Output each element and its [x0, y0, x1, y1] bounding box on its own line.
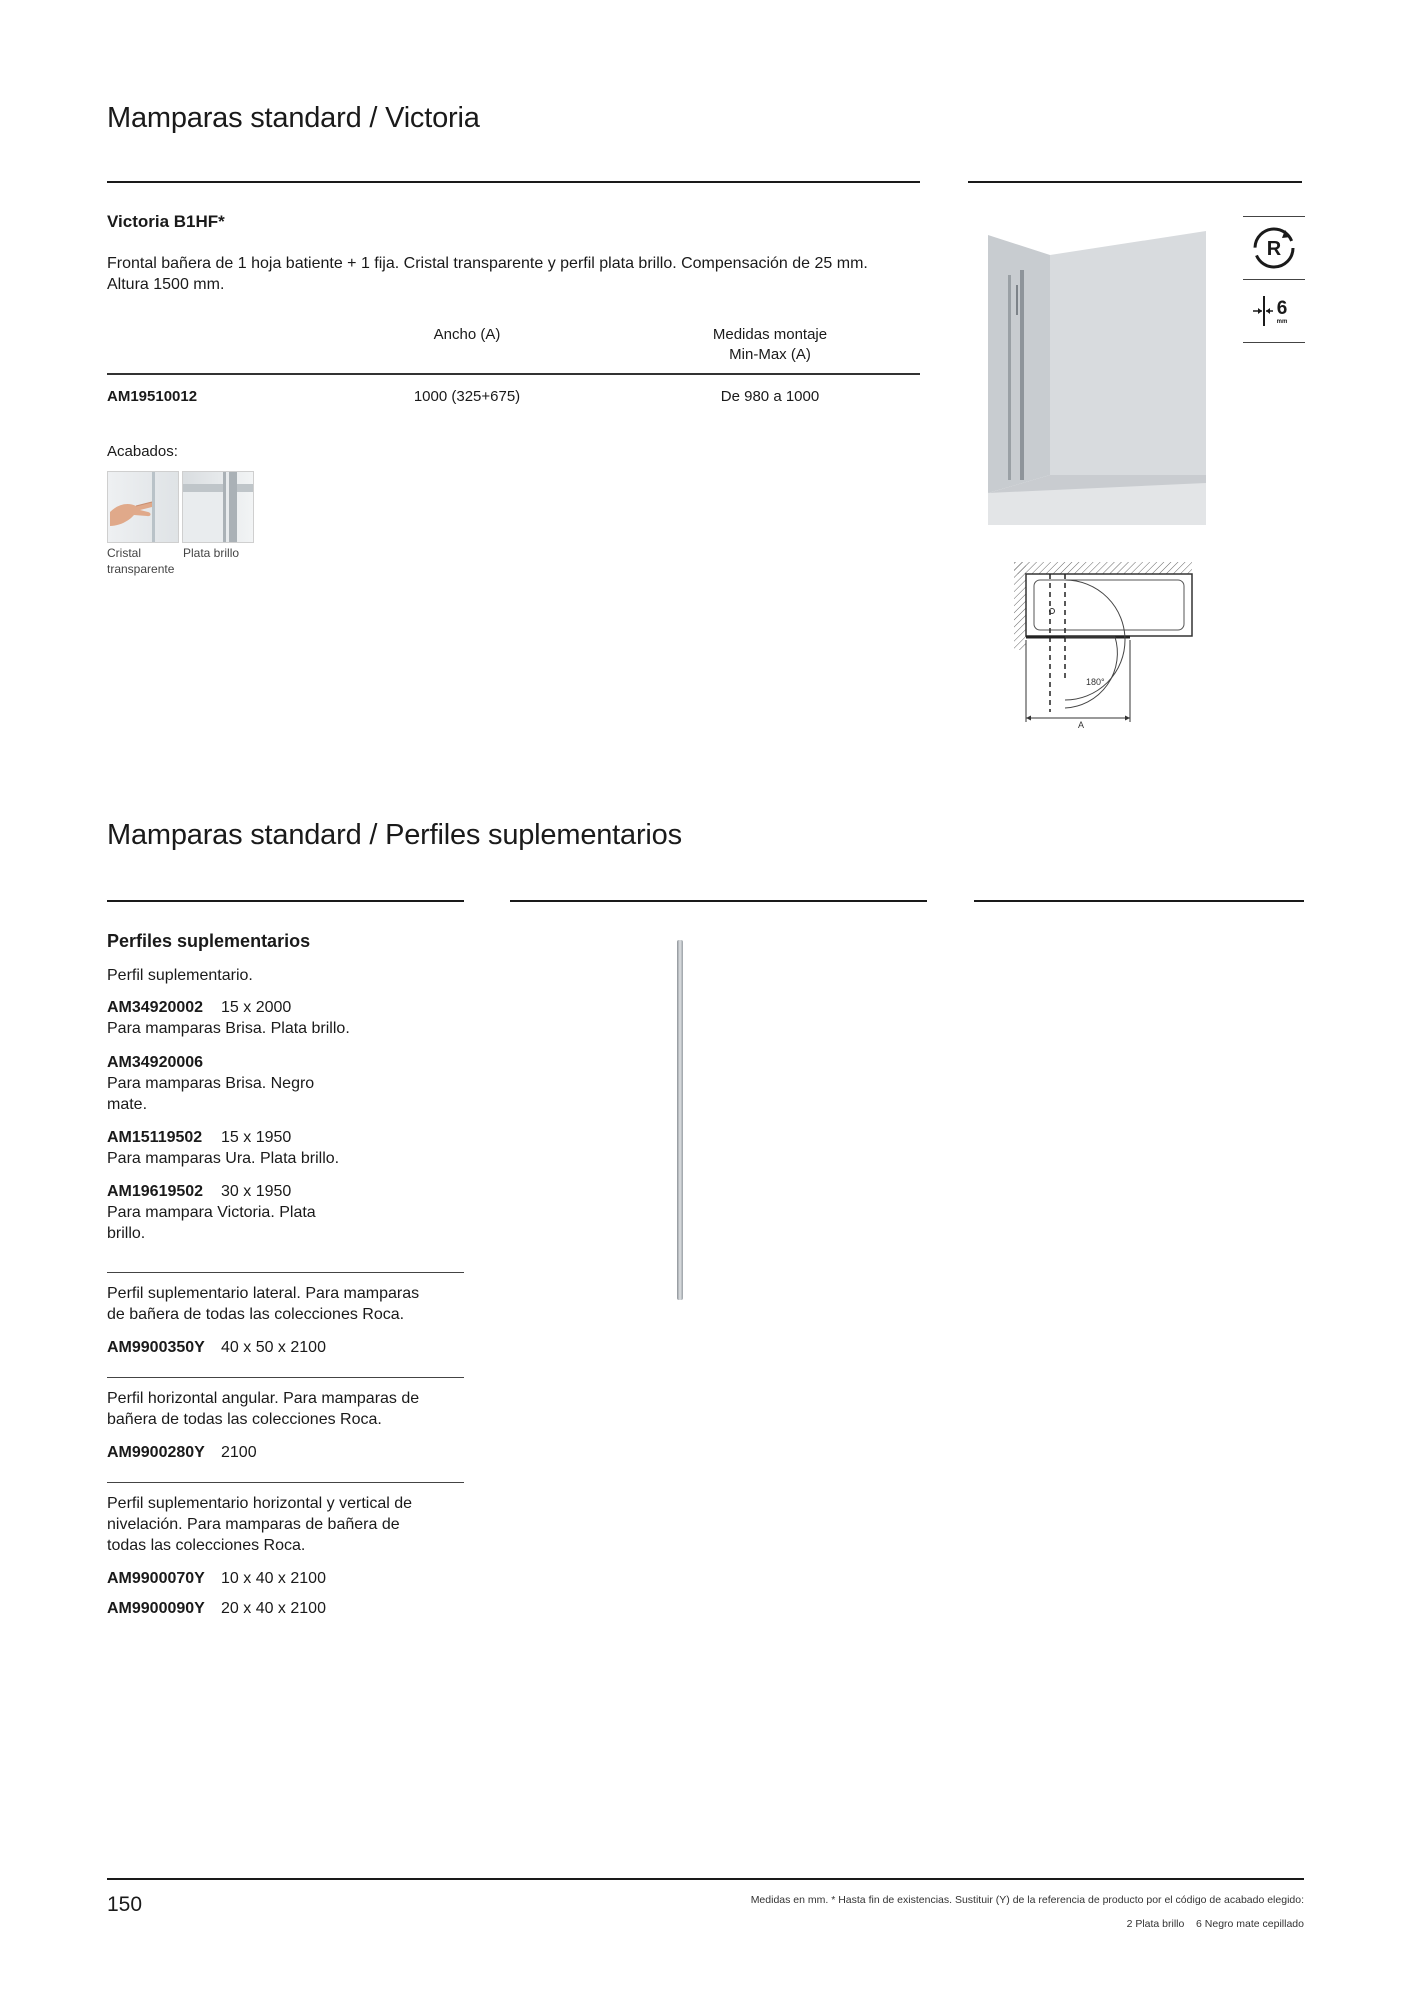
technical-drawing: [1010, 560, 1202, 730]
footer-rule: [107, 1878, 1304, 1880]
glass-thickness-icon: [1243, 280, 1305, 342]
table-header-rule: [107, 373, 920, 375]
finish-swatch-silver: [182, 471, 254, 543]
table-header-width: Ancho (A): [433, 326, 501, 343]
reversible-icon: [1243, 217, 1305, 279]
group-lateral: Perfil suplementario lateral. Para mamparas de bañera de todas las colecciones Roca. AM9900350Y 40 x 50 x 2100: [107, 1285, 420, 1356]
svg-text:6: 6: [1276, 298, 1288, 319]
page-number: 150: [107, 1893, 143, 1916]
product-description: Frontal bañera de 1 hoja batiente + 1 fija. Cristal transparente y perfil plata brillo. Compensación de 25 mm. Altura 1500 mm.: [107, 255, 868, 293]
group-divider: [107, 1272, 464, 1273]
finish-swatch-glass: [107, 471, 179, 543]
finish-label-glass: Cristal transparente: [107, 546, 175, 576]
icon-rule-bottom: [1243, 342, 1305, 343]
footer-note: Medidas en mm. * Hasta fin de existencias. Sustituir (Y) de la referencia de producto por el código de acabado elegido:: [750, 1894, 1304, 1906]
group-angular: Perfil horizontal angular. Para mamparas de bañera de todas las colecciones Roca. AM9900280Y 2100: [107, 1390, 420, 1461]
hand-icon: [108, 472, 178, 542]
page-title-victoria: Mamparas standard / Victoria: [107, 102, 480, 134]
divider-col-2: [510, 900, 927, 902]
section-intro: Perfil suplementario.: [107, 967, 253, 984]
table-cell-mount: De 980 a 1000: [720, 388, 820, 405]
divider-col-3: [974, 900, 1304, 902]
svg-text:R: R: [1266, 238, 1282, 260]
list-item: AM34920006 Para mamparas Brisa. Negro mate.: [107, 1054, 315, 1113]
finish-label-silver: Plata brillo: [183, 546, 240, 560]
list-item: AM15119502 15 x 1950 Para mamparas Ura. Plata brillo.: [107, 1129, 340, 1167]
list-item: AM34920002 15 x 2000 Para mamparas Brisa. Plata brillo.: [107, 999, 350, 1037]
footer-finish-codes: 2 Plata brillo 6 Negro mate cepillado: [1126, 1918, 1304, 1930]
group-divider: [107, 1482, 464, 1483]
finishes-label: Acabados:: [107, 443, 178, 460]
list-item: AM19619502 30 x 1950 Para mampara Victoria. Plata brillo.: [107, 1183, 316, 1242]
profile-icon: [183, 472, 253, 542]
drawing-dimension-label: A: [1078, 720, 1085, 730]
table-cell-code: AM19510012: [107, 388, 198, 405]
profile-bar-image: [677, 940, 683, 1300]
product-title: Victoria B1HF*: [107, 212, 225, 231]
section-title: Perfiles suplementarios: [107, 931, 311, 951]
table-header-mount: Medidas montaje Min-Max (A): [712, 326, 828, 363]
divider-right: [968, 181, 1302, 183]
table-cell-width: 1000 (325+675): [413, 388, 521, 405]
product-photo: [980, 225, 1212, 535]
svg-text:mm: mm: [1276, 319, 1288, 325]
divider-col-1: [107, 900, 464, 902]
divider-left: [107, 181, 920, 183]
group-divider: [107, 1377, 464, 1378]
group-nivelacion: Perfil suplementario horizontal y vertical de nivelación. Para mamparas de bañera de todas las colecciones Roca. AM9900070Y 10 x 40 x 2100 AM9900090Y 20 x 40 x 2100: [107, 1495, 413, 1617]
drawing-angle-label: 180°: [1086, 677, 1105, 687]
page-title-perfiles: Mamparas standard / Perfiles suplementarios: [107, 819, 682, 851]
